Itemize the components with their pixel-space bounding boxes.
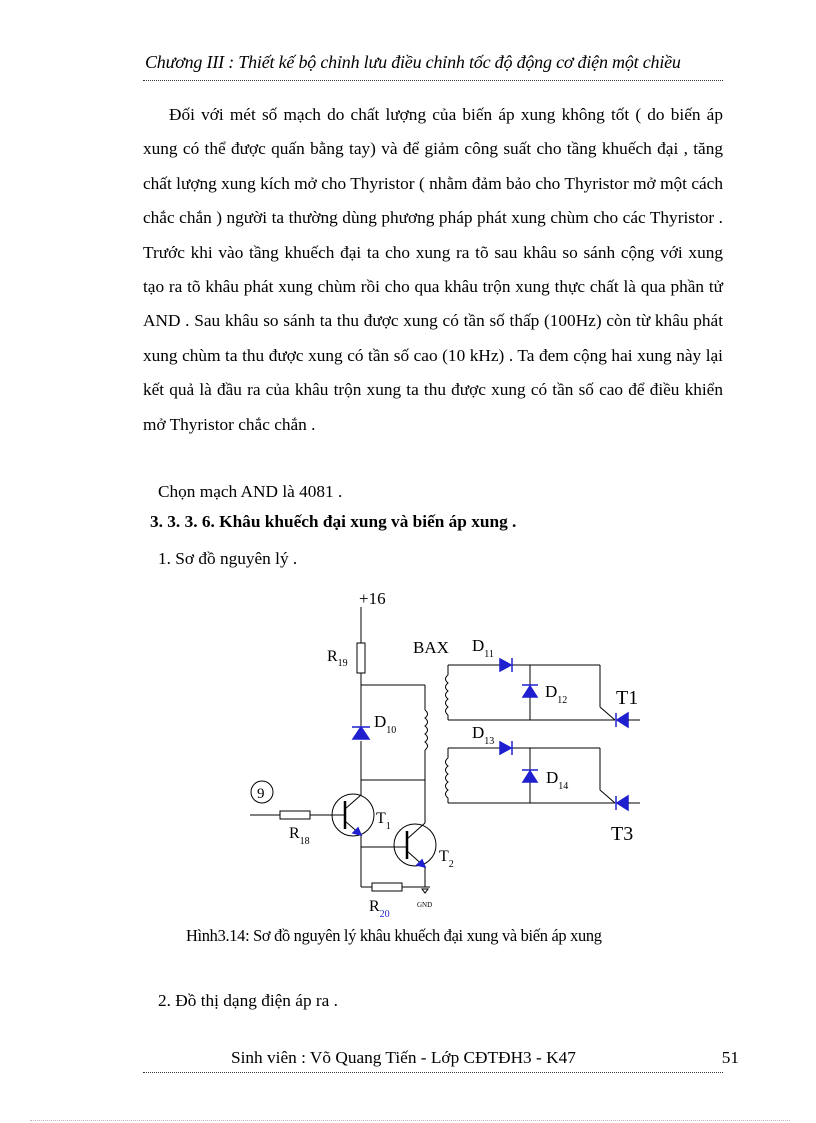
r19-resistor <box>357 643 365 673</box>
diode-d14 <box>523 771 537 782</box>
r19-label: $R_{19}$ <box>327 648 348 669</box>
item-voltage-graph: 2. Đồ thị dạng điện áp ra . <box>158 991 338 1010</box>
t2-label: $T_2$ <box>439 848 454 870</box>
r18-resistor <box>280 811 310 819</box>
diode-d13 <box>500 742 511 754</box>
gnd-label: GND <box>417 901 433 909</box>
d10-label: $D_{10}$ <box>374 712 397 736</box>
page-footer <box>143 1046 739 1073</box>
thyristor-t1 <box>617 713 628 727</box>
t1-output-label: T1 <box>616 687 639 709</box>
bottom-rule <box>30 1120 790 1121</box>
diode-d10 <box>353 727 369 739</box>
thyristor-t3 <box>617 796 628 810</box>
primary-winding <box>425 710 428 750</box>
page-header <box>143 50 723 81</box>
d14-label: $D_{14}$ <box>546 768 569 792</box>
d12-label: $D_{12}$ <box>545 682 568 706</box>
section-heading: 3. 3. 3. 6. Khâu khuếch đại xung và biến áp xung . <box>150 512 517 531</box>
diode-d11 <box>500 659 511 671</box>
secondary-winding-2 <box>446 758 449 798</box>
paragraph-text: Đối với mét số mạch do chất lượng của biến áp xung không tốt ( do biến áp xung có thể được quấn bằng tay) và để giảm công suất cho tầng khuếch đại , tăng chất lượng xung kích mở cho Thyristor ( nhằm đảm bảo cho Thyristor mở một cách chắc chắn ) người ta thường dùng phương pháp phát xung chùm cho các Thyristor . Trước khi vào tầng khuếch đại ta cho xung ra tõ sau khâu so sánh cộng với xung tạo ra tõ khâu phát xung chùm rồi cho qua khâu trộn xung thực chất là qua phần tử AND . Sau khâu so sánh ta thu được xung có tần số thấp (100Hz) còn từ khâu phát xung chùm ta thu được xung có tần số cao (10 kHz) . Ta đem cộng hai xung này lại kết quả là đầu ra của khâu trộn xung ta thu được xung có tần số cao để điều khiển mở Thyristor chắc chắn . <box>143 105 723 434</box>
r20-resistor <box>372 883 402 891</box>
diode-d12 <box>523 686 537 697</box>
bax-label: BAX <box>413 638 449 657</box>
r20-label: $R_{20}$ <box>369 898 390 920</box>
t1-label: $T_1$ <box>376 810 391 832</box>
input-node-label: 9 <box>257 786 265 802</box>
circuit-diagram <box>240 585 660 920</box>
chapter-title: Chương III : Thiết kế bộ chỉnh lưu điều chỉnh tốc độ động cơ điện một chiều <box>145 52 681 72</box>
t3-output-label: T3 <box>611 823 634 845</box>
secondary-winding-1 <box>446 675 449 715</box>
d11-label: $D_{11}$ <box>472 636 494 660</box>
page-number: 51 <box>721 1048 739 1067</box>
transistor-t2 <box>394 824 436 866</box>
body-paragraph <box>143 98 723 442</box>
item-schematic: 1. Sơ đồ nguyên lý . <box>158 549 298 568</box>
r18-label: $R_{18}$ <box>289 825 310 847</box>
figure-caption: Hình3.14: Sơ đồ nguyên lý khâu khuếch đại xung và biến áp xung <box>186 926 602 945</box>
author-line: Sinh viên : Võ Quang Tiến - Lớp CĐTĐH3 - K47 <box>231 1048 576 1067</box>
and-choice-line: Chọn mạch AND là 4081 . <box>158 482 343 501</box>
supply-label: +16 <box>359 589 386 608</box>
d13-label: $D_{13}$ <box>472 723 495 747</box>
